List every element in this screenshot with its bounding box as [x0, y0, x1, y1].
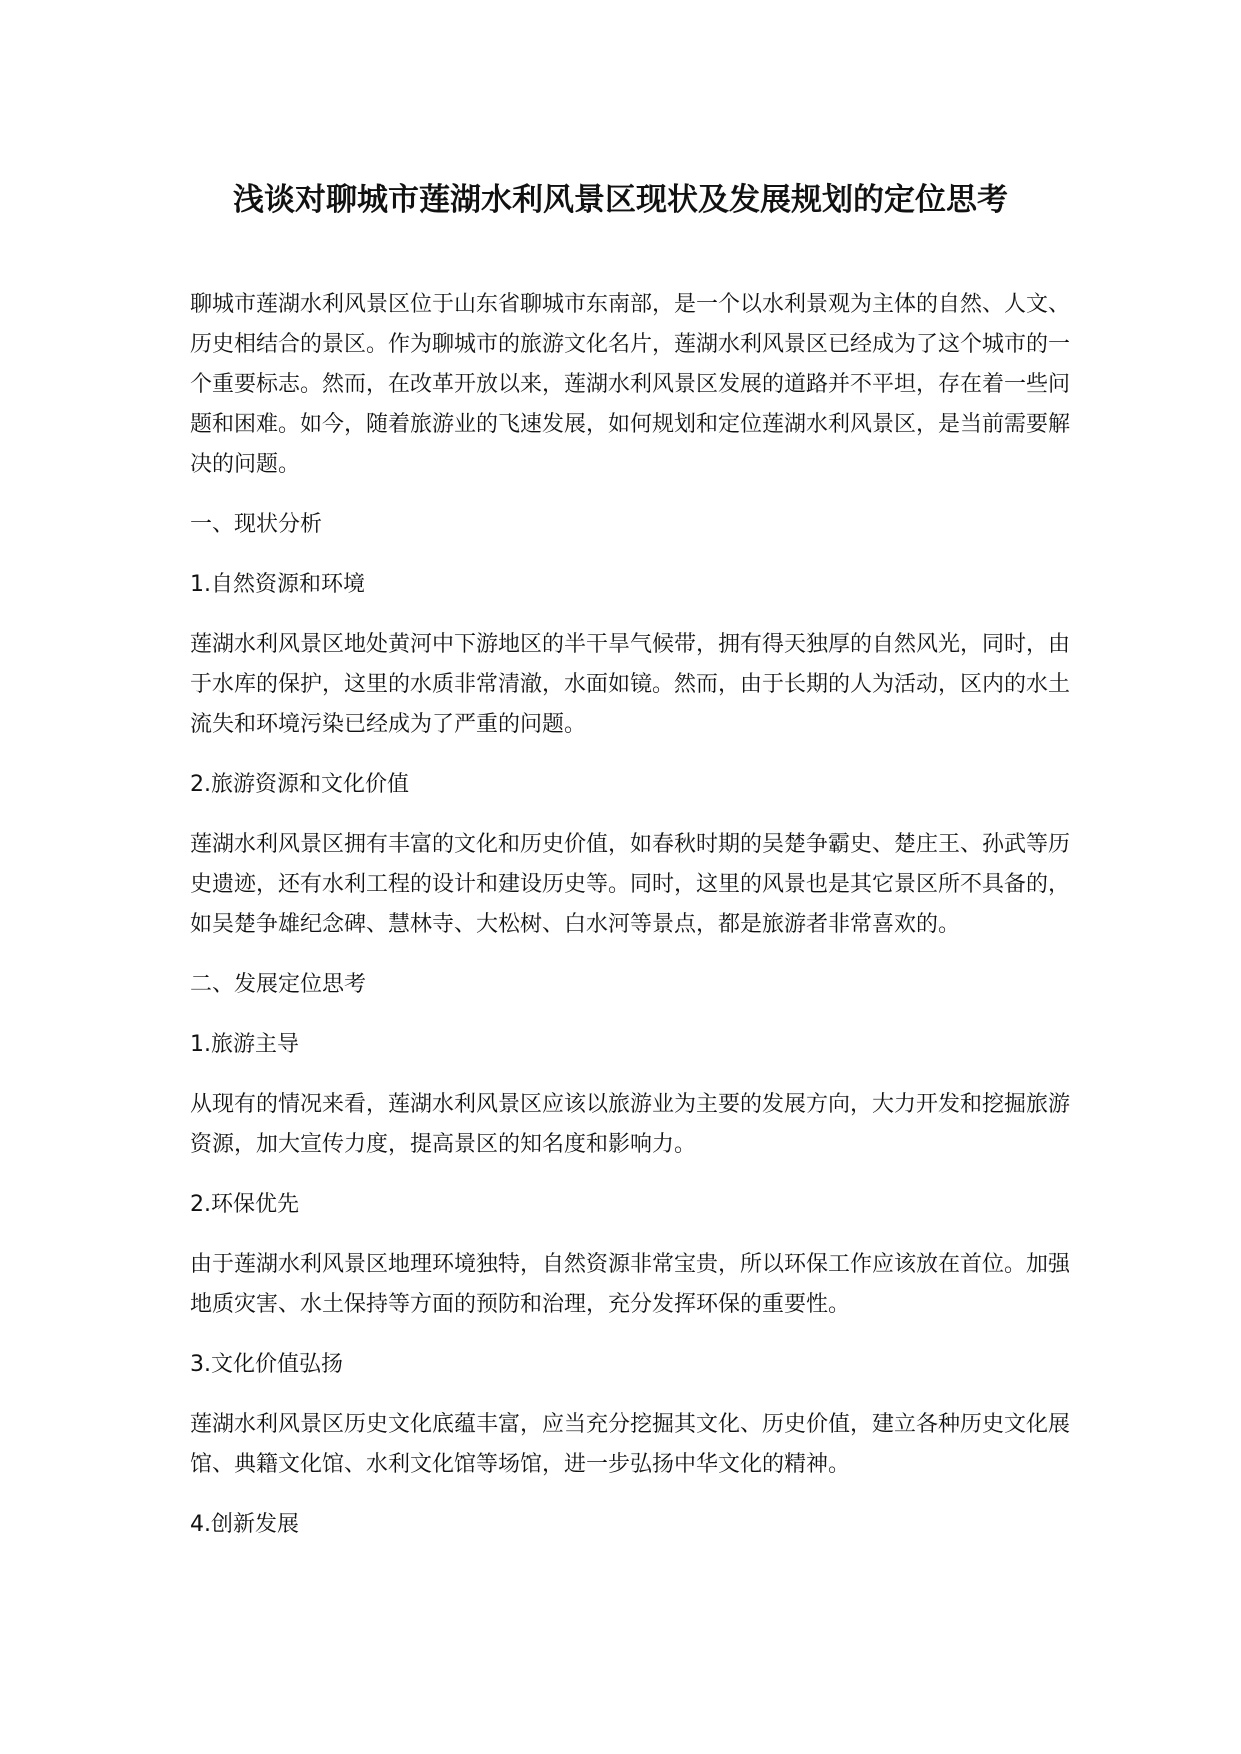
- section-heading-status-analysis: 一、现状分析: [190, 512, 323, 537]
- subsection-heading-innovation: 4.创新发展: [190, 1512, 299, 1537]
- paragraph-natural-resources: 莲湖水利风景区地处黄河中下游地区的半干旱气候带，拥有得天独厚的自然风光，同时，由于水库的保护，这里的水质非常清澈，水面如镜。然而，由于长期的人为活动，区内的水土流失和环境污染已经成为了严重的问题。: [190, 632, 1071, 737]
- document-title: 浅谈对聊城市莲湖水利风景区现状及发展规划的定位思考: [233, 182, 1008, 218]
- paragraph-environment-first: 由于莲湖水利风景区地理环境独特，自然资源非常宝贵，所以环保工作应该放在首位。加强地质灾害、水土保持等方面的预防和治理，充分发挥环保的重要性。: [190, 1252, 1071, 1317]
- subsection-heading-tourism-resources: 2.旅游资源和文化价值: [190, 772, 409, 797]
- subsection-heading-cultural-value: 3.文化价值弘扬: [190, 1352, 343, 1377]
- intro-paragraph: 聊城市莲湖水利风景区位于山东省聊城市东南部，是一个以水利景观为主体的自然、人文、历史相结合的景区。作为聊城市的旅游文化名片，莲湖水利风景区已经成为了这个城市的一个重要标志。然而，在改革开放以来，莲湖水利风景区发展的道路并不平坦，存在着一些问题和困难。如今，随着旅游业的飞速发展，如何规划和定位莲湖水利风景区，是当前需要解决的问题。: [190, 292, 1071, 477]
- paragraph-tourism-resources: 莲湖水利风景区拥有丰富的文化和历史价值，如春秋时期的吴楚争霸史、楚庄王、孙武等历史遗迹，还有水利工程的设计和建设历史等。同时，这里的风景也是其它景区所不具备的，如吴楚争雄纪念碑、慧林寺、大松树、白水河等景点，都是旅游者非常喜欢的。: [190, 832, 1071, 937]
- section-heading-development-positioning: 二、发展定位思考: [190, 972, 367, 997]
- document-body: [190, 285, 1080, 1565]
- subsection-heading-tourism-led: 1.旅游主导: [190, 1032, 299, 1057]
- subsection-heading-environment-first: 2.环保优先: [190, 1192, 299, 1217]
- paragraph-cultural-value: 莲湖水利风景区历史文化底蕴丰富，应当充分挖掘其文化、历史价值，建立各种历史文化展馆、典籍文化馆、水利文化馆等场馆，进一步弘扬中华文化的精神。: [190, 1412, 1071, 1477]
- subsection-heading-natural-resources: 1.自然资源和环境: [190, 572, 365, 597]
- paragraph-tourism-led: 从现有的情况来看，莲湖水利风景区应该以旅游业为主要的发展方向，大力开发和挖掘旅游资源，加大宣传力度，提高景区的知名度和影响力。: [190, 1092, 1071, 1157]
